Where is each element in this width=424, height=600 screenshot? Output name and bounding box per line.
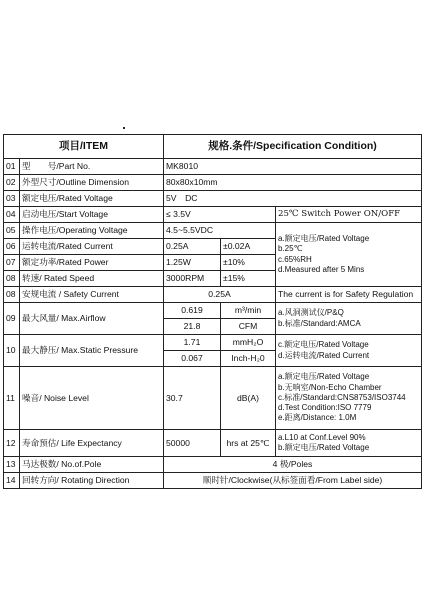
row-number: 09: [4, 303, 20, 335]
note-line: b.无响室/Non-Echo Chamber: [278, 382, 382, 392]
note-line: b.额定电压/Rated Voltage: [278, 443, 370, 452]
note-line: c.65%RH: [278, 254, 312, 264]
row-number: 05: [4, 223, 20, 239]
spec-value: 0.619: [164, 303, 221, 319]
row-number: 07: [4, 255, 20, 271]
test-condition-notes: [276, 303, 422, 335]
note-line: c.标准/Standard:CNS8753/ISO3744: [278, 392, 406, 402]
item-label: 操作电压/Operating Voltage: [20, 223, 164, 239]
row-number: 04: [4, 207, 20, 223]
unit: mmH₂O: [221, 335, 276, 351]
test-condition-notes: [276, 367, 422, 430]
note-line: b.标准/Standard:AMCA: [278, 318, 361, 328]
test-condition-notes: [276, 430, 422, 457]
table-row: [4, 457, 422, 473]
item-label: 最大静压/ Max.Static Pressure: [20, 335, 164, 367]
item-label: 最大风量/ Max.Airflow: [20, 303, 164, 335]
spec-table: [3, 134, 422, 489]
table-row: [4, 207, 422, 223]
note-line: e.距离/Distance: 1.0M: [278, 413, 357, 423]
spec-value: 顺时针/Clockwise(从标签面看/From Label side): [164, 473, 422, 489]
spec-value: 21.8: [164, 319, 221, 335]
tolerance: ±0.02A: [221, 239, 276, 255]
note-line: b.25℃: [278, 244, 303, 254]
row-number: 08: [4, 271, 20, 287]
item-label: 噪音/ Noise Level: [20, 367, 164, 430]
item-label: 运转电流/Rated Current: [20, 239, 164, 255]
tolerance: ±10%: [221, 255, 276, 271]
spec-value: 0.25A: [164, 287, 276, 303]
table-row: [4, 287, 422, 303]
item-label: 额定电压/Rated Voltage: [20, 191, 164, 207]
spec-value: 0.067: [164, 351, 221, 367]
row-number: 12: [4, 430, 20, 457]
spec-value: MK8010: [164, 159, 422, 175]
row-number: 13: [4, 457, 20, 473]
note-line: a.额定电压/Rated Voltage: [278, 372, 370, 382]
table-header-row: [4, 135, 422, 159]
spec-value: 80x80x10mm: [164, 175, 422, 191]
spec-value: 0.25A: [164, 239, 221, 255]
spec-value: 5V DC: [164, 191, 422, 207]
row-number: 14: [4, 473, 20, 489]
spec-header: 规格.条件/Specification Condition): [164, 135, 422, 159]
table-row: [4, 175, 422, 191]
table-row: [4, 367, 422, 430]
note-line: c.额定电压/Rated Voltage: [278, 340, 369, 350]
unit: Inch-H₂0: [221, 351, 276, 367]
spec-value: 4.5~5.5VDC: [164, 223, 276, 239]
table-row: [4, 473, 422, 489]
item-label: 外型尺寸/Outline Dimension: [20, 175, 164, 191]
stray-dot: [123, 127, 125, 129]
item-header: 项目/ITEM: [4, 135, 164, 159]
row-number: 08: [4, 287, 20, 303]
test-condition-notes: [276, 223, 422, 287]
test-condition: 25℃ Switch Power ON/OFF: [276, 207, 422, 223]
spec-value: 30.7: [164, 367, 221, 430]
row-number: 01: [4, 159, 20, 175]
note-line: d.Measured after 5 Mins: [278, 264, 365, 274]
row-number: 06: [4, 239, 20, 255]
row-number: 10: [4, 335, 20, 367]
table-row: [4, 335, 422, 351]
spec-value: 1.71: [164, 335, 221, 351]
item-label: 额定功率/Rated Power: [20, 255, 164, 271]
spec-value: ≤ 3.5V: [164, 207, 276, 223]
spec-value: 1.25W: [164, 255, 221, 271]
note-line: d.运转电流/Rated Current: [278, 350, 370, 360]
tolerance: ±15%: [221, 271, 276, 287]
unit: CFM: [221, 319, 276, 335]
item-label: 回转方向/ Rotating Direction: [20, 473, 164, 489]
item-label: 启动电压/Start Voltage: [20, 207, 164, 223]
table-row: [4, 303, 422, 319]
note-line: a.L10 at Conf.Level 90%: [278, 432, 366, 442]
note-line: d.Test Condition:ISO 7779: [278, 403, 372, 413]
spec-value: 3000RPM: [164, 271, 221, 287]
test-condition-notes: [276, 335, 422, 367]
item-label: 马达极数/ No.of.Pole: [20, 457, 164, 473]
row-number: 11: [4, 367, 20, 430]
note-line: a.风洞测试仪/P&Q: [278, 308, 344, 318]
row-number: 03: [4, 191, 20, 207]
unit: m³/min: [221, 303, 276, 319]
item-label: 型 号/Part No.: [20, 159, 164, 175]
table-row: [4, 159, 422, 175]
note-line: a.额定电压/Rated Voltage: [278, 234, 370, 244]
table-row: [4, 430, 422, 457]
table-row: [4, 223, 422, 239]
table-row: [4, 191, 422, 207]
item-label: 寿命预估/ Life Expectancy: [20, 430, 164, 457]
unit: dB(A): [221, 367, 276, 430]
spec-value: 50000: [164, 430, 221, 457]
spec-value: 4 极/Poles: [164, 457, 422, 473]
item-label: 转速/ Rated Speed: [20, 271, 164, 287]
unit: hrs at 25℃: [221, 430, 276, 457]
test-condition: The current is for Safety Regulation: [276, 287, 422, 303]
row-number: 02: [4, 175, 20, 191]
item-label: 安规电流 / Safety Current: [20, 287, 164, 303]
